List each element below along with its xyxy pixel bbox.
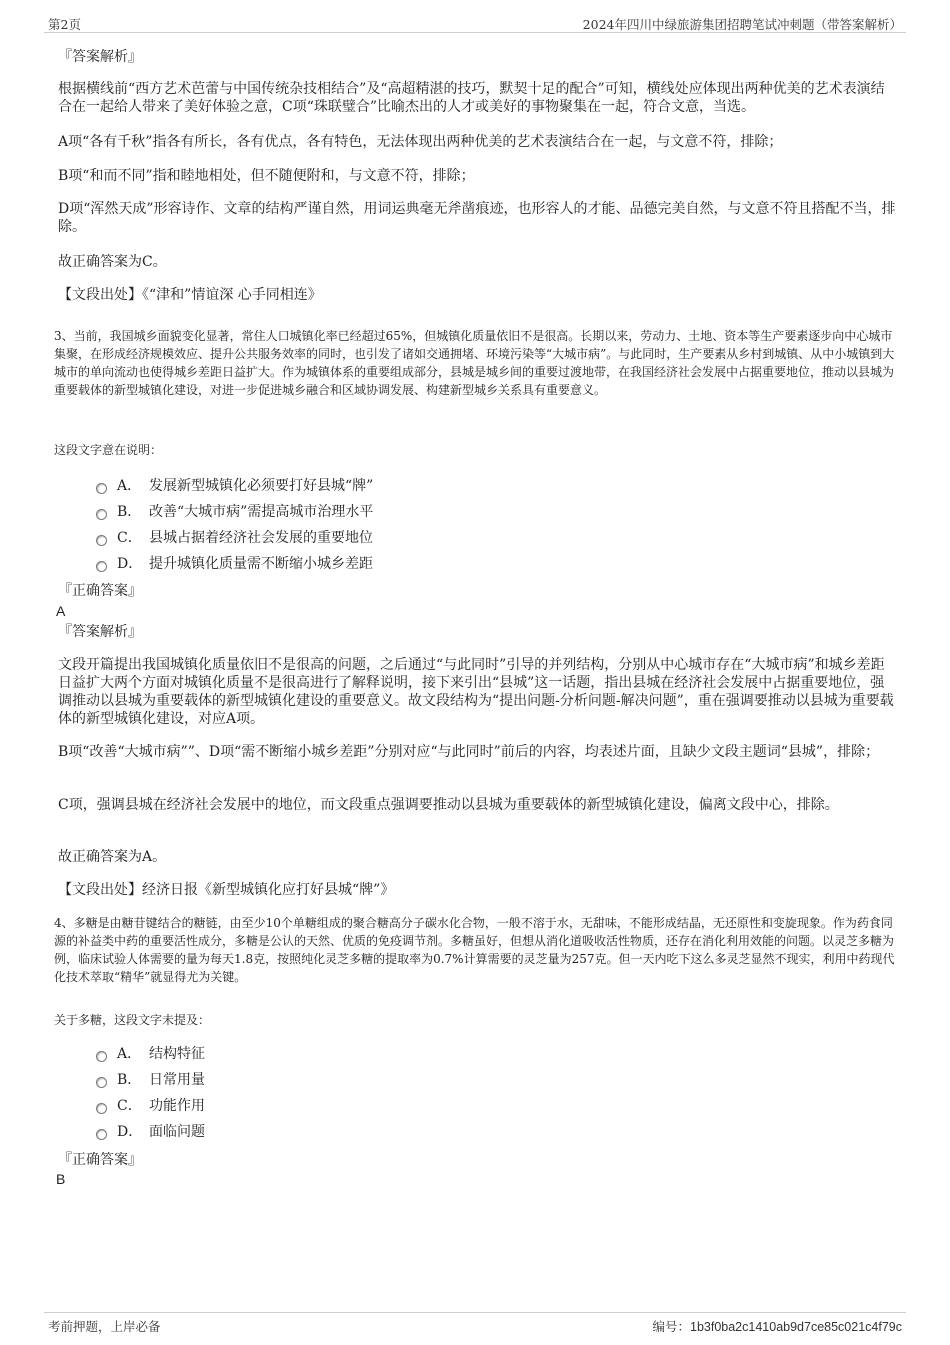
q3-source: 【文段出处】经济日报《新型城镇化应打好县城“牌”》 (58, 882, 395, 898)
radio-icon[interactable] (96, 1103, 107, 1114)
q3-option-c[interactable]: C． 县城占据着经济社会发展的重要地位 (96, 528, 373, 548)
q2-conclusion: 故正确答案为C。 (58, 254, 167, 270)
q3-stem: 3、当前，我国城乡面貌变化显著，常住人口城镇化率已经超过65%，但城镇化质量依旧不是很高。长期以来，劳动力、土地、资本等生产要素逐步向中心城市集聚，在形成经济规模效应、提升公共服务效率的同时，也引发了诸如交通拥堵、环境污染等“大城市病”。与此同时，生产要素从乡村到城镇、从中小城镇到大城市的单向流动也使得城乡差距日益扩大。作为城镇体系的重要组成部分，县城是城乡间的重要过渡地带，在我国经济社会发展中占据重要地位，推动以县城为重要载体的新型城镇化建设，对进一步促进城乡融合和区域协调发展、构建新型城乡关系具有重要意义。 (54, 329, 895, 397)
page-header (44, 12, 906, 33)
q3-option-d[interactable]: D． 提升城镇化质量需不断缩小城乡差距 (96, 554, 373, 574)
q3-conclusion: 故正确答案为A。 (58, 849, 167, 865)
q3-analysis-label: 『答案解析』 (58, 624, 142, 640)
q4-question: 关于多糖，这段文字未提及： (54, 1013, 211, 1027)
footer-code: 编号：1b3f0ba2c1410ab9d7ce85c021c4f79c (652, 1319, 902, 1334)
q3-option-a[interactable]: A． 发展新型城镇化必须要打好县城“牌” (96, 476, 373, 496)
radio-icon[interactable] (96, 535, 107, 546)
q3-option-b[interactable]: B． 改善“大城市病”需提高城市治理水平 (96, 502, 373, 522)
q2-source: 【文段出处】《“津和”情谊深 心手同相连》 (58, 287, 322, 303)
q3-analysis-para-1: 文段开篇提出我国城镇化质量依旧不是很高的问题，之后通过“与此同时”引导的并列结构，分别从中心城市存在“大城市病”和城乡差距日益扩大两个方面对城镇化质量不是很高进行了解释说明，接下来引出“县城”这一话题，指出县城在经济社会发展中占据重要地位，强调推动以县城为重要载体的新型城镇化建设的重要意义。故文段结构为“提出问题-分析问题-解决问题”，重在强调要推动以县城为重要载体的新型城镇化建设，对应A项。 (58, 657, 894, 727)
q3-answer: A (56, 603, 66, 619)
radio-icon[interactable] (96, 1051, 107, 1062)
q4-option-c[interactable]: C． 功能作用 (96, 1096, 205, 1116)
q4-answer-label: 『正确答案』 (58, 1152, 142, 1168)
document-title: 2024年四川中绿旅游集团招聘笔试冲刺题（带答案解析） (582, 17, 902, 32)
radio-icon[interactable] (96, 1129, 107, 1140)
q4-stem: 4、多糖是由糖苷键结合的糖链，由至少10个单糖组成的聚合糖高分子碳水化合物，一般不溶于水，无甜味，不能形成结晶，无还原性和变旋现象。作为药食同源的补益类中药的重要活性成分，多糖是公认的天然、优质的免疫调节剂。多糖虽好，但想从消化道吸收活性物质，还存在消化利用效能的问题。以灵芝多糖为例，临床试验人体需要的量为每天1.8克，按照纯化灵芝多糖的提取率为0.7%计算需要的灵芝量为257克。但一天内吃下这么多灵芝显然不现实，利用中药现代化技术萃取“精华”就显得尤为关键。 (54, 916, 895, 984)
q3-answer-label: 『正确答案』 (58, 583, 142, 599)
radio-icon[interactable] (96, 1077, 107, 1088)
q2-analysis-para-1: 根据横线前“西方艺术芭蕾与中国传统杂技相结合”及“高超精湛的技巧，默契十足的配合”可知，横线处应体现出两种优美的艺术表演结合在一起给人带来了美好体验之意，C项“珠联璧合”比喻杰出的人才或美好的事物聚集在一起，符合文意，当选。 (58, 81, 885, 115)
page-footer (44, 1312, 906, 1335)
radio-icon[interactable] (96, 509, 107, 520)
footer-slogan: 考前押题，上岸必备 (48, 1319, 161, 1334)
q4-answer: B (56, 1171, 66, 1187)
q2-analysis-para-4: D项“浑然天成”形容诗作、文章的结构严谨自然，用词运典毫无斧凿痕迹，也形容人的才能、品德完美自然，与文意不符且搭配不当，排除。 (58, 201, 896, 235)
q2-analysis-para-3: B项“和而不同”指和睦地相处，但不随便附和，与文意不符，排除； (58, 168, 475, 184)
q3-analysis-para-2: B项“改善“大城市病””、D项“需不断缩小城乡差距”分别对应“与此同时”前后的内容，均表述片面，且缺少文段主题词“县城”，排除； (58, 744, 880, 760)
q4-option-a[interactable]: A． 结构特征 (96, 1044, 205, 1064)
q2-analysis-label: 『答案解析』 (58, 49, 142, 65)
q4-option-b[interactable]: B． 日常用量 (96, 1070, 205, 1090)
page-number: 第2页 (48, 17, 81, 32)
radio-icon[interactable] (96, 561, 107, 572)
q2-analysis-para-2: A项“各有千秋”指各有所长，各有优点，各有特色，无法体现出两种优美的艺术表演结合在一起，与文意不符，排除； (58, 134, 783, 150)
q4-option-d[interactable]: D． 面临问题 (96, 1122, 205, 1142)
q3-question: 这段文字意在说明： (54, 443, 163, 457)
q3-analysis-para-3: C项，强调县城在经济社会发展中的地位，而文段重点强调要推动以县城为重要载体的新型城镇化建设，偏离文段中心，排除。 (58, 797, 839, 813)
radio-icon[interactable] (96, 483, 107, 494)
